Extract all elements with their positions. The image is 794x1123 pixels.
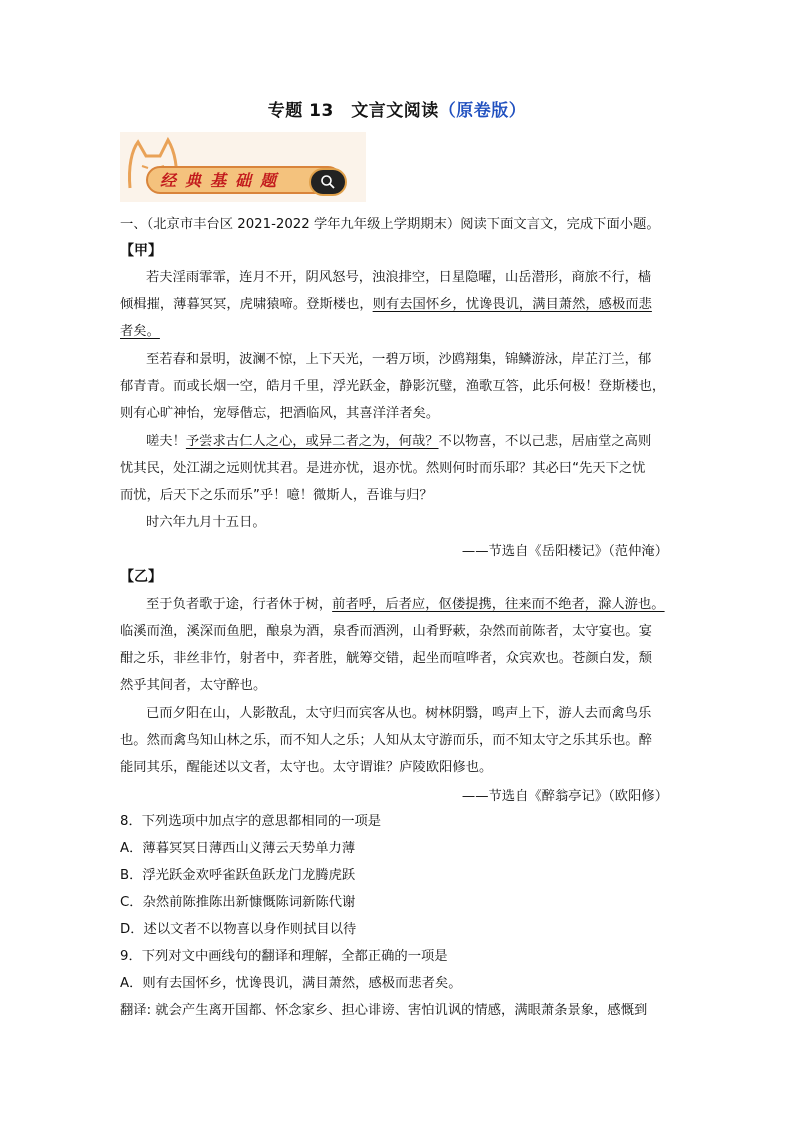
q9-option-a: A．则有去国怀乡，忧谗畏讥，满目萧然，感极而悲者矣。 bbox=[120, 976, 462, 991]
q8-option-b: B．浮光跃金欢呼雀跃鱼跃龙门龙腾虎跃 bbox=[120, 868, 356, 883]
jia-p3-line2: 忧其民，处江湖之远则忧其君。是进亦忧，退亦忧。然则何时而乐耶？其必曰“先天下之忧 bbox=[120, 461, 646, 476]
section-marker-jia: 【甲】 bbox=[120, 243, 162, 259]
yi-p2-line1: 已而夕阳在山，人影散乱，太守归而宾客从也。树林阴翳，鸣声上下，游人去而禽鸟乐 bbox=[146, 706, 652, 721]
banner-label: 经典基础题 bbox=[160, 171, 286, 190]
yi-p2-line2: 也。然而禽鸟知山林之乐，而不知人之乐；人知从太守游而乐，而不知太守之乐其乐也。醉 bbox=[120, 733, 652, 748]
page-title bbox=[0, 96, 794, 121]
jia-p2-line1: 至若春和景明，波澜不惊，上下天光，一碧万顷，沙鸥翔集，锦鳞游泳，岸芷汀兰，郁 bbox=[146, 352, 652, 367]
jia-date: 时六年九月十五日。 bbox=[146, 515, 266, 530]
jia-p1-line2 bbox=[120, 295, 652, 315]
jia-p2-line2: 郁青青。而或长烟一空，皓月千里，浮光跃金，静影沉璧，渔歌互答，此乐何极！登斯楼也， bbox=[120, 379, 666, 394]
yi-p1-line2: 临溪而渔，溪深而鱼肥，酿泉为酒，泉香而酒洌，山肴野蔌，杂然而前陈者，太守宴也。宴 bbox=[120, 624, 652, 639]
q8-option-d: D．述以文者不以物喜以身作则拭目以待 bbox=[120, 922, 357, 937]
yi-p1-line3: 酣之乐，非丝非竹，射者中，弈者胜，觥筹交错，起坐而喧哗者，众宾欢也。苍颜白发，颓 bbox=[120, 651, 652, 666]
title-main: 专题 13 文言文阅读 bbox=[267, 101, 439, 121]
q9-translation: 翻译: 就会产生离开国都、怀念家乡、担心诽谤、害怕讥讽的情感，满眼萧条景象，感慨到 bbox=[120, 1003, 648, 1018]
section-marker-yi: 【乙】 bbox=[120, 569, 162, 585]
jia-p3-line3: 而忧，后天下之乐而乐”乎！噫！微斯人，吾谁与归？ bbox=[120, 488, 433, 503]
q8-option-c: C．杂然前陈推陈出新慷慨陈词新陈代谢 bbox=[120, 895, 356, 910]
jia-source: ——节选自《岳阳楼记》（范仲淹） bbox=[461, 544, 668, 559]
jia-underlined-question: 予尝求古仁人之心，或异二者之为，何哉？ bbox=[185, 434, 439, 449]
search-button[interactable] bbox=[309, 168, 347, 196]
jia-underlined-sentence: 则有去国怀乡，忧谗畏讥，满目萧然，感极而悲 bbox=[372, 297, 652, 312]
jia-p2-line3: 则有心旷神怡，宠辱偕忘，把酒临风，其喜洋洋者矣。 bbox=[120, 406, 440, 421]
search-icon bbox=[320, 174, 336, 190]
title-suffix: （原卷版） bbox=[438, 101, 527, 121]
q8-stem: 8．下列选项中加点字的意思都相同的一项是 bbox=[120, 814, 382, 829]
jia-p1-line1: 若夫淫雨霏霏，连月不开，阴风怒号，浊浪排空，日星隐曜，山岳潜形，商旅不行，樯 bbox=[146, 270, 652, 285]
jia-p3-exclaim: 嗟夫！ bbox=[146, 434, 186, 449]
jia-p1-line2-text: 倾楫摧，薄暮冥冥，虎啸猿啼。登斯楼也， bbox=[120, 297, 373, 312]
yi-p1-line4: 然乎其间者，太守醉也。 bbox=[120, 678, 267, 693]
yi-underlined-sentence: 前者呼，后者应，伛偻提携，往来而不绝者，滁人游也。 bbox=[332, 597, 665, 612]
yi-p1-line1 bbox=[146, 595, 665, 615]
jia-p3-line1 bbox=[146, 432, 651, 452]
jia-p1-line3: 者矣。 bbox=[120, 324, 160, 339]
yi-source: ——节选自《醉翁亭记》（欧阳修） bbox=[461, 789, 668, 804]
q9-stem: 9．下列对文中画线句的翻译和理解，全都正确的一项是 bbox=[120, 949, 448, 964]
yi-p2-line3: 能同其乐，醒能述以文者，太守也。太守谓谁？庐陵欧阳修也。 bbox=[120, 760, 493, 775]
yi-p1-line1-text: 至于负者歌于途，行者休于树， bbox=[146, 597, 333, 612]
q8-option-a: A．薄暮冥冥日薄西山义薄云天势单力薄 bbox=[120, 841, 356, 856]
question-intro: 一、（北京市丰台区 2021-2022 学年九年级上学期期末）阅读下面文言文，完成下面小题。 bbox=[120, 217, 660, 232]
jia-p3-line1-rest: 不以物喜，不以己悲，居庙堂之高则 bbox=[438, 434, 652, 449]
